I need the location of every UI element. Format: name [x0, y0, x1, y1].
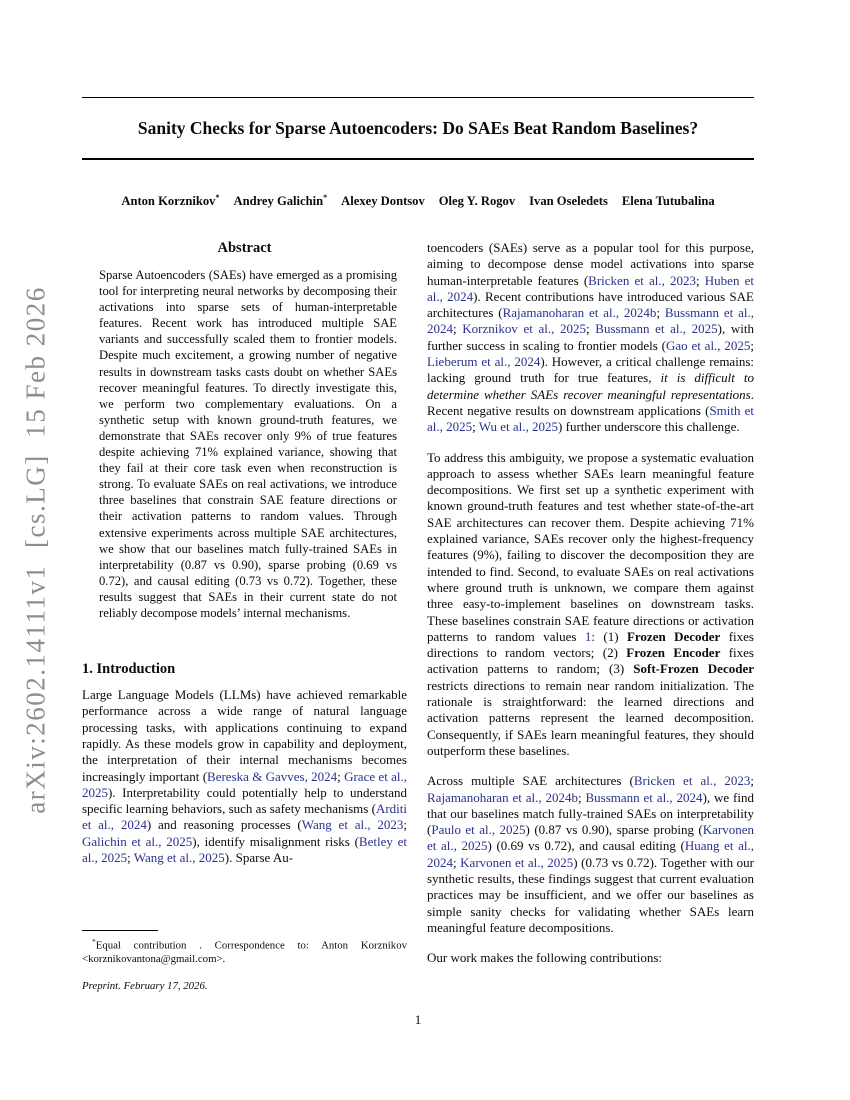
preprint-note: Preprint. February 17, 2026.	[82, 980, 208, 992]
text-run: ;	[696, 272, 705, 288]
text-run: ), identify misalignment risks (	[192, 833, 359, 849]
paper-header	[82, 97, 754, 209]
citation-link[interactable]: Bussmann et al., 2025	[595, 321, 718, 337]
author-name: Andrey Galichin*	[233, 193, 328, 209]
citation-link[interactable]: Bricken et al., 2023	[588, 272, 697, 288]
author-equal-contribution-mark: *	[215, 193, 220, 202]
text-run: ;	[656, 305, 665, 321]
section-heading-introduction: 1. Introduction	[82, 661, 176, 678]
text-run: ). Sparse Au-	[224, 850, 294, 866]
text-run: Large Language Models (LLMs) have achieved remarkable performance across a wide range of natural language processing tasks, with applications continuing to expand rapidly. As these models grow in capability and deployment, the interpretation of their internal mechanisms becomes increasingly important (	[82, 687, 407, 784]
paragraph-results-summary	[427, 773, 754, 936]
citation-link[interactable]: Wang et al., 2023	[301, 817, 404, 833]
citation-link[interactable]: Karvonen et al., 2025	[427, 822, 754, 854]
author-name: Alexey Dontsov	[341, 194, 425, 209]
text-run: ;	[453, 321, 463, 337]
footnote-rule	[82, 930, 158, 931]
citation-link[interactable]: Korznikov et al., 2025	[462, 321, 587, 337]
text-run: ;	[127, 850, 134, 866]
text-run: ) (0.73 vs 0.72). Together with our synthetic results, these findings suggest that current evaluation practices may be insufficient, and we offer our baselines as simple sanity checks for validating whether SAEs learn meaningful feature decompositions.	[427, 854, 754, 935]
bold-term: Soft-Frozen Decoder	[633, 661, 754, 677]
citation-link[interactable]: Bussmann et al., 2024	[427, 305, 754, 337]
citation-link[interactable]: Gao et al., 2025	[666, 337, 751, 353]
citation-link[interactable]: Smith et al., 2025	[427, 402, 754, 435]
citation-link[interactable]: Rajamanoharan et al., 2024b	[502, 305, 657, 321]
text-run: ), we find that our baselines match fully-trained SAEs on interpretability (	[427, 789, 754, 838]
right-column	[427, 240, 754, 980]
text-run: ;	[750, 337, 755, 353]
author-name: Oleg Y. Rogov	[438, 194, 516, 209]
citation-link[interactable]: Wang et al., 2025	[133, 850, 225, 866]
text-run: Across multiple SAE architectures (	[427, 773, 634, 789]
citation-link[interactable]: 1	[584, 628, 592, 644]
author-equal-contribution-mark: *	[323, 193, 328, 202]
text-run: ) further underscore this challenge.	[558, 419, 740, 435]
bold-term: Frozen Encoder	[626, 645, 721, 661]
two-column-body	[82, 240, 754, 980]
text-run: ;	[472, 419, 479, 435]
abstract-heading: Abstract	[217, 240, 272, 256]
text-run: ;	[337, 768, 345, 784]
page-title: Sanity Checks for Sparse Autoencoders: Do SAEs Beat Random Baselines?	[137, 117, 699, 138]
author-name: Anton Korznikov*	[121, 193, 220, 209]
author-name: Ivan Oseledets	[529, 194, 608, 209]
text-run: ) (0.87 vs 0.90), sparse probing (	[525, 822, 703, 838]
text-run: ;	[586, 321, 596, 337]
footnote-block	[82, 930, 407, 993]
citation-link[interactable]: Betley et al., 2025	[82, 833, 407, 866]
text-run: ), with further success in scaling to frontier models (	[427, 321, 754, 353]
paragraph-sae-purpose	[427, 240, 754, 436]
citation-link[interactable]: Grace et al., 2025	[82, 768, 407, 800]
citation-link[interactable]: Huang et al., 2024	[427, 838, 755, 870]
text-run: To address this ambiguity, we propose a systematic evaluation approach to assess whether SAEs learn meaningful feature decompositions. We first set up a synthetic experiment with known ground-truth features and test whether state-of-the-art SAE architectures can recover them. Despite achieving 71% explained variance, SAEs recover only the highest-frequency features (9%), failing to discover the decomposition they are intended to find. Second, to evaluate SAEs on real activations where ground truth is unknown, we compare them against three easy-to-implement baselines on downstream tasks. These baselines constrain SAE feature directions or activation patterns to random values	[427, 449, 754, 644]
citation-link[interactable]: Bricken et al., 2023	[633, 773, 751, 789]
text-run: ). However, a critical challenge remains: lacking ground truth for true features,	[427, 354, 754, 386]
page-number: 1	[414, 1012, 422, 1027]
footnote-body: Equal contribution . Correspondence to: Anton Korznikov <korznikovantona@gmail.com>.	[82, 939, 407, 965]
italic-phrase: it is difficult to determine whether SAEs recover meaningful representations	[427, 370, 754, 402]
text-run: Our work makes the following contributions:	[427, 950, 663, 966]
citation-link[interactable]: Bereska & Gavves, 2024	[207, 768, 338, 784]
text-run: ). Interpretability could potentially help to understand specific learning behaviors, such as safety mechanisms (	[82, 784, 407, 817]
text-run: fixes directions to random vectors; (2)	[427, 628, 754, 661]
arxiv-watermark: arXiv:2602.14111v1 [cs.LG] 15 Feb 2026	[20, 286, 51, 814]
text-run: : (1)	[591, 628, 627, 644]
bold-term: Frozen Decoder	[626, 628, 721, 644]
text-run: ;	[403, 817, 408, 833]
title-band	[82, 97, 754, 160]
citation-link[interactable]: Galichin et al., 2025	[82, 833, 193, 849]
text-run: ;	[750, 773, 754, 789]
text-run: fixes activation patterns to random; (3)	[427, 645, 754, 677]
text-run: . Recent negative results on downstream applications (	[427, 386, 754, 418]
citation-link[interactable]: Wu et al., 2025	[478, 419, 559, 435]
footnote-text	[82, 935, 407, 966]
text-run: toencoders (SAEs) serve as a popular tool for this purpose, aiming to decompose dense model activations into sparse human-interpretable features (	[427, 240, 754, 288]
author-line	[82, 193, 754, 209]
text-run: ;	[577, 789, 586, 805]
text-run: ). Recent contributions have introduced various SAE architectures (	[427, 288, 754, 321]
text-run: ) and reasoning processes (	[146, 817, 302, 833]
citation-link[interactable]: Arditi et al., 2024	[82, 801, 407, 833]
citation-link[interactable]: Huben et al., 2024	[427, 272, 754, 304]
text-run: ) (0.69 vs 0.72), and causal editing (	[487, 838, 685, 854]
citation-link[interactable]: Rajamanoharan et al., 2024b	[427, 789, 578, 805]
abstract-body: Sparse Autoencoders (SAEs) have emerged as a promising tool for interpreting neural networks by decomposing their activations into sparse sets of human-interpretable features. Recent work has introduced multiple SAE variants and successfully scaled them to frontier models. Despite much excitement, a growing number of negative results in downstream tasks casts doubt on whether SAEs recover meaningful features. To directly investigate this, we perform two complementary evaluations. On a synthetic setup with known ground-truth features, we demonstrate that SAEs recover only 9% of true features despite achieving 71% explained variance, showing that they fail at their core task even when reconstruction is strong. To evaluate SAEs on real activations, we introduce three baselines that constrain SAE feature directions or their activation patterns to random values. Through extensive experiments across multiple SAE architectures, we show that our baselines match fully-trained SAEs in interpretability (0.87 vs 0.90), sparse probing (0.69 vs 0.72), and causal editing (0.73 vs 0.72). Together, these results suggest that SAEs in their current state do not reliably decompose models’ internal mechanisms.	[99, 268, 397, 620]
intro-paragraph	[82, 687, 407, 866]
left-column	[82, 240, 407, 980]
citation-link[interactable]: Paulo et al., 2025	[431, 822, 526, 838]
author-name: Elena Tutubalina	[621, 194, 715, 209]
paragraph-evaluation-approach	[427, 450, 754, 760]
citation-link[interactable]: Lieberum et al., 2024	[427, 354, 541, 370]
paragraph-contributions-lead	[427, 950, 754, 966]
text-run: restricts directions to remain near random initialization. The rationale is straightforward: the learned directions and activation patterns represent the learned decomposition. Consequently, if SAEs learn meaningful features, they should outperform these baselines.	[427, 677, 754, 758]
citation-link[interactable]: Bussmann et al., 2024	[585, 789, 703, 805]
footnote-marker: *	[92, 937, 96, 946]
text-run: ;	[453, 854, 461, 870]
citation-link[interactable]: Karvonen et al., 2025	[460, 854, 574, 870]
